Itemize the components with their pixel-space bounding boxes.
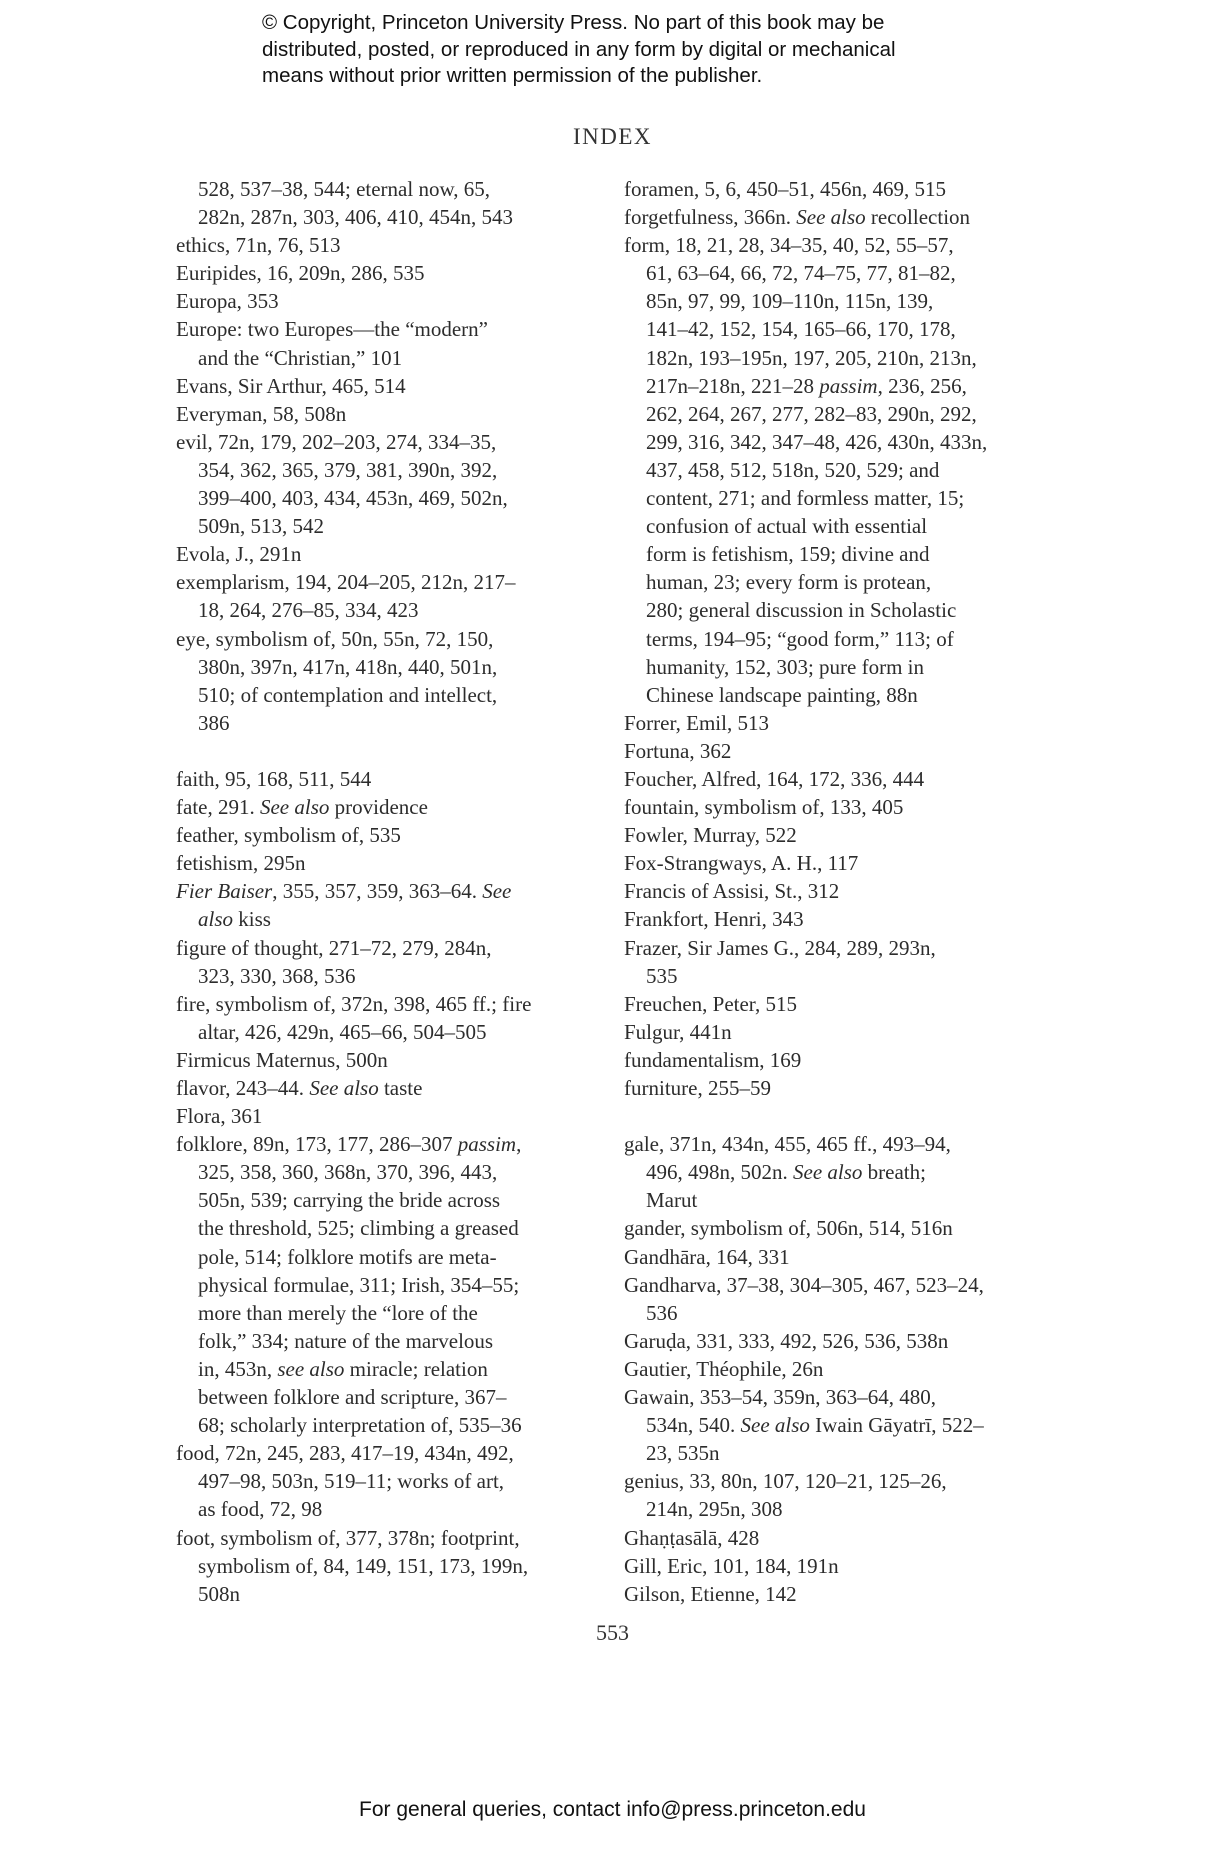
index-entry: foramen, 5, 6, 450–51, 456n, 469, 515 xyxy=(624,177,946,201)
index-entry-continuation: human, 23; every form is protean, xyxy=(646,570,932,595)
page-heading: INDEX xyxy=(572,124,653,149)
index-entry: foot, symbolism of, 377, 378n; footprint, xyxy=(176,1525,520,1550)
index-entry: eye, symbolism of, 50n, 55n, 72, 150, xyxy=(176,626,494,651)
index-entry-continuation: 535 xyxy=(646,963,678,988)
index-entry-continuation: 18, 264, 276–85, 334, 423 xyxy=(198,598,419,623)
index-entry-continuation: 280; general discussion in Scholastic xyxy=(646,598,957,623)
page-number: 553 xyxy=(596,1620,629,1645)
index-entry-continuation: between folklore and scripture, 367– xyxy=(198,1385,507,1410)
index-entry-continuation: 536 xyxy=(646,1300,678,1325)
index-entry: feather, symbolism of, 535 xyxy=(176,823,401,848)
index-entry-continuation: 141–42, 152, 154, 165–66, 170, 178, xyxy=(646,317,956,342)
index-entry: Firmicus Maternus, 500n xyxy=(176,1047,388,1072)
index-entry: Forrer, Emil, 513 xyxy=(624,710,769,735)
index-entry: fundamentalism, 169 xyxy=(624,1047,802,1072)
copyright-notice xyxy=(262,10,1022,90)
index-entry-continuation: 380n, 397n, 417n, 418n, 440, 501n, xyxy=(198,654,498,679)
index-entry: forgetfulness, 366n. See also recollection xyxy=(624,205,971,230)
index-entry-continuation: also kiss xyxy=(198,907,271,932)
letter-group-gap xyxy=(624,1102,1054,1130)
index-entry-continuation: altar, 426, 429n, 465–66, 504–505 xyxy=(198,1019,487,1044)
index-entry-continuation: 214n, 295n, 308 xyxy=(646,1497,783,1522)
index-entry: flavor, 243–44. See also taste xyxy=(176,1076,423,1100)
index-entry-continuation: 399–400, 403, 434, 453n, 469, 502n, xyxy=(198,486,508,511)
index-entry: Gandharva, 37–38, 304–305, 467, 523–24, xyxy=(624,1272,984,1297)
index-entry: furniture, 255–59 xyxy=(624,1076,771,1100)
index-entry: exemplarism, 194, 204–205, 212n, 217– xyxy=(176,570,516,595)
index-entry-continuation: 510; of contemplation and intellect, xyxy=(198,682,498,707)
index-entry-continuation: 437, 458, 512, 518n, 520, 529; and xyxy=(646,457,940,482)
index-entry: gale, 371n, 434n, 455, 465 ff., 493–94, xyxy=(624,1132,951,1157)
index-entry-continuation: 68; scholarly interpretation of, 535–36 xyxy=(198,1413,522,1438)
index-entry-continuation: 262, 264, 267, 277, 282–83, 290n, 292, xyxy=(646,401,977,426)
index-entry: Francis of Assisi, St., 312 xyxy=(624,879,840,904)
index-entry: Gautier, Théophile, 26n xyxy=(624,1356,824,1381)
index-entry-continuation: Chinese landscape painting, 88n xyxy=(646,682,918,707)
footer-contact: For general queries, contact info@press.princeton.edu xyxy=(359,1798,866,1821)
copyright-line: © Copyright, Princeton University Press. No part of this book may be xyxy=(262,11,885,34)
index-column-right xyxy=(624,175,1054,1608)
index-entry: fountain, symbolism of, 133, 405 xyxy=(624,795,904,820)
index-entry: Fulgur, 441n xyxy=(624,1019,732,1044)
index-entry-continuation: 508n xyxy=(198,1581,240,1606)
index-entry: Frankfort, Henri, 343 xyxy=(624,907,804,932)
index-entry: fire, symbolism of, 372n, 398, 465 ff.; fire xyxy=(176,991,532,1016)
index-entry: evil, 72n, 179, 202–203, 274, 334–35, xyxy=(176,429,497,454)
index-entry-continuation: 496, 498n, 502n. See also breath; xyxy=(646,1160,926,1185)
copyright-line: means without prior written permission of the publisher. xyxy=(262,64,763,87)
index-entry-continuation: 182n, 193–195n, 197, 205, 210n, 213n, xyxy=(646,345,977,370)
index-entry: Euripides, 16, 209n, 286, 535 xyxy=(176,261,425,286)
index-entry: folklore, 89n, 173, 177, 286–307 passim, xyxy=(176,1132,522,1157)
index-entry: Garuḍa, 331, 333, 492, 526, 536, 538n xyxy=(624,1328,949,1353)
index-entry-continuation: 386 xyxy=(198,710,230,735)
index-entry-continuation: 509n, 513, 542 xyxy=(198,514,324,539)
index-entry-continuation: 528, 537–38, 544; eternal now, 65, xyxy=(198,177,491,201)
index-entry: Evola, J., 291n xyxy=(176,542,302,567)
index-entry: Everyman, 58, 508n xyxy=(176,401,347,426)
index-entry: Gill, Eric, 101, 184, 191n xyxy=(624,1553,839,1578)
index-entry: faith, 95, 168, 511, 544 xyxy=(176,766,372,791)
index-entry-continuation: as food, 72, 98 xyxy=(198,1497,323,1522)
index-entry: ethics, 71n, 76, 513 xyxy=(176,233,341,258)
index-entry: figure of thought, 271–72, 279, 284n, xyxy=(176,935,492,960)
index-entry: Europa, 353 xyxy=(176,289,279,314)
index-entry-continuation: Marut xyxy=(646,1188,698,1213)
index-entry: Ghaṇṭasālā, 428 xyxy=(624,1525,760,1550)
index-entry: fate, 291. See also providence xyxy=(176,795,428,820)
index-entry-continuation: content, 271; and formless matter, 15; xyxy=(646,486,965,511)
index-entry-continuation: 534n, 540. See also Iwain Gāyatrī, 522– xyxy=(646,1413,984,1438)
index-entry-continuation: 299, 316, 342, 347–48, 426, 430n, 433n, xyxy=(646,429,988,454)
index-entry: Fier Baiser, 355, 357, 359, 363–64. See xyxy=(176,879,512,904)
index-entry-continuation: 354, 362, 365, 379, 381, 390n, 392, xyxy=(198,457,498,482)
index-entry: food, 72n, 245, 283, 417–19, 434n, 492, xyxy=(176,1441,514,1466)
index-entry-continuation: pole, 514; folklore motifs are meta- xyxy=(198,1244,497,1269)
index-entry-continuation: confusion of actual with essential xyxy=(646,514,928,539)
index-entry: gander, symbolism of, 506n, 514, 516n xyxy=(624,1216,953,1241)
index-entry-continuation: 85n, 97, 99, 109–110n, 115n, 139, xyxy=(646,289,934,314)
index-entry: Freuchen, Peter, 515 xyxy=(624,991,797,1016)
index-entry: Gilson, Etienne, 142 xyxy=(624,1581,797,1606)
index-entry-continuation: 282n, 287n, 303, 406, 410, 454n, 543 xyxy=(198,205,513,230)
index-entry-continuation: form is fetishism, 159; divine and xyxy=(646,542,930,567)
index-entry-continuation: symbolism of, 84, 149, 151, 173, 199n, xyxy=(198,1553,529,1578)
copyright-line: distributed, posted, or reproduced in any form by digital or mechanical xyxy=(262,37,896,61)
index-entry: genius, 33, 80n, 107, 120–21, 125–26, xyxy=(624,1469,947,1494)
index-entry-continuation: the threshold, 525; climbing a greased xyxy=(198,1216,519,1241)
index-entry: form, 18, 21, 28, 34–35, 40, 52, 55–57, xyxy=(624,233,954,258)
index-entry: fetishism, 295n xyxy=(176,851,306,876)
letter-group-gap xyxy=(176,737,596,765)
index-entry-continuation: 323, 330, 368, 536 xyxy=(198,963,356,988)
index-entry-continuation: 325, 358, 360, 368n, 370, 396, 443, xyxy=(198,1160,498,1185)
index-entry-continuation: 497–98, 503n, 519–11; works of art, xyxy=(198,1469,505,1494)
index-entry: Foucher, Alfred, 164, 172, 336, 444 xyxy=(624,766,925,791)
index-entry: Europe: two Europes—the “modern” xyxy=(176,317,488,342)
index-entry-continuation: and the “Christian,” 101 xyxy=(198,345,403,370)
index-entry: Fox-Strangways, A. H., 117 xyxy=(624,851,859,876)
index-entry-continuation: physical formulae, 311; Irish, 354–55; xyxy=(198,1272,520,1297)
index-entry: Fowler, Murray, 522 xyxy=(624,823,797,848)
index-entry: Gandhāra, 164, 331 xyxy=(624,1244,790,1269)
index-entry-continuation: 61, 63–64, 66, 72, 74–75, 77, 81–82, xyxy=(646,261,956,286)
index-entry-continuation: humanity, 152, 303; pure form in xyxy=(646,654,925,679)
index-entry-continuation: 217n–218n, 221–28 passim, 236, 256, xyxy=(646,373,967,398)
index-entry-continuation: in, 453n, see also miracle; relation xyxy=(198,1356,488,1381)
index-entry: Fortuna, 362 xyxy=(624,738,732,763)
index-entry-continuation: 505n, 539; carrying the bride across xyxy=(198,1188,501,1213)
index-entry-continuation: more than merely the “lore of the xyxy=(198,1300,478,1325)
index-entry-continuation: terms, 194–95; “good form,” 113; of xyxy=(646,626,954,651)
index-entry: Evans, Sir Arthur, 465, 514 xyxy=(176,373,406,398)
index-entry: Gawain, 353–54, 359n, 363–64, 480, xyxy=(624,1385,937,1410)
index-entry-continuation: folk,” 334; nature of the marvelous xyxy=(198,1328,494,1353)
index-column-left xyxy=(176,175,596,1608)
index-entry: Frazer, Sir James G., 284, 289, 293n, xyxy=(624,935,936,960)
index-entry: Flora, 361 xyxy=(176,1104,263,1129)
index-entry-continuation: 23, 535n xyxy=(646,1441,720,1466)
